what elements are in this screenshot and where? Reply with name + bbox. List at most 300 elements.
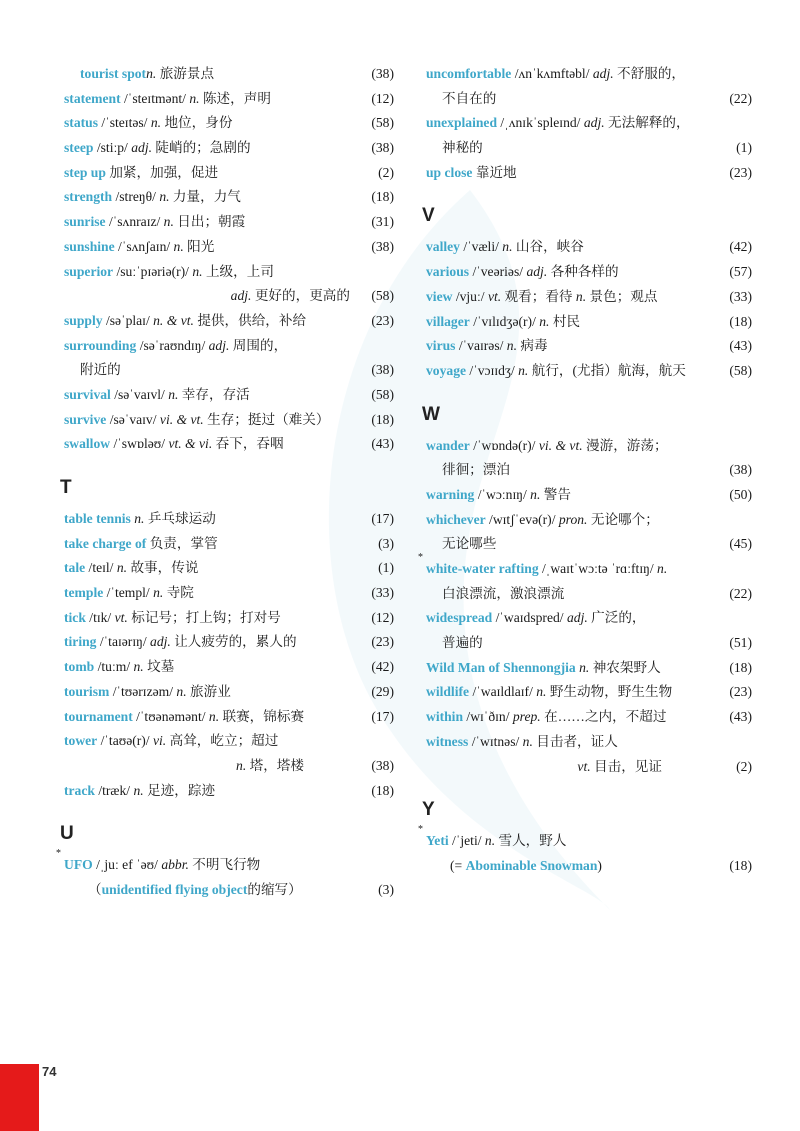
phonetic: /ˈsʌnʃaɪn/ (114, 238, 171, 254)
part-of-speech: n. (130, 782, 144, 798)
part-of-speech: n. & vt. (149, 312, 194, 328)
definition: ) (597, 857, 602, 873)
unit-reference: (33) (371, 585, 394, 601)
entry-line (64, 136, 394, 161)
entry-text (64, 62, 214, 87)
part-of-speech: adj. (563, 610, 588, 626)
headword: voyage (426, 362, 467, 378)
definition: 旅游业 (186, 683, 231, 699)
entry-text (64, 408, 329, 433)
entry-line (426, 557, 752, 582)
unit-reference: (3) (378, 535, 394, 551)
unit-reference: (43) (371, 436, 394, 452)
unit-reference: (2) (378, 164, 394, 180)
definition: 阳光 (183, 238, 215, 254)
entry-line (426, 62, 752, 87)
phonetic: /ˈsteɪtəs/ (98, 115, 148, 131)
entry-line (426, 285, 752, 310)
entry-line (426, 755, 752, 780)
phonetic: /tuːm/ (94, 659, 131, 675)
unit-reference: (18) (729, 313, 752, 329)
headword: UFO (64, 857, 93, 873)
headword: within (426, 709, 464, 725)
unit-reference: (31) (371, 214, 394, 230)
definition: 目击，见证 (590, 758, 662, 774)
definition: 联赛，锦标赛 (219, 708, 305, 724)
unit-reference: (45) (729, 536, 752, 552)
phonetic: /wɪtʃˈevə(r)/ (485, 511, 556, 527)
glossary-entry (426, 656, 752, 681)
headword: temple (64, 585, 104, 601)
unit-reference: (17) (371, 708, 394, 724)
unit-reference: (23) (371, 634, 394, 650)
part-of-speech: n. (113, 560, 128, 576)
right-column (418, 62, 752, 879)
definition: 更好的，更高的 (251, 288, 350, 304)
entry-text (426, 310, 580, 335)
headword: tiring (64, 634, 97, 650)
glossary-entry (56, 848, 394, 902)
entry-line (64, 62, 394, 87)
paren-open: (= (450, 857, 466, 873)
glossary-entry (64, 210, 394, 235)
unit-reference: (58) (729, 362, 752, 378)
definition: 力量，力气 (169, 189, 241, 205)
star-marker: * (418, 824, 423, 836)
definition: 坟墓 (143, 659, 175, 675)
part-of-speech: n. (130, 511, 145, 526)
entry-text (64, 507, 216, 532)
definition: 的缩写） (247, 881, 302, 897)
definition: 生存；挺过（难关） (203, 411, 330, 427)
glossary-entry (426, 680, 752, 705)
entry-text (64, 260, 274, 285)
unit-reference: (29) (371, 683, 394, 699)
unit-reference: (58) (371, 386, 394, 402)
headword: witness (426, 733, 469, 749)
unit-reference: (18) (371, 411, 394, 427)
section-letter: U (60, 823, 74, 845)
phonetic: /səˈvaɪv/ (106, 411, 157, 427)
glossary-entry (64, 680, 394, 705)
entry-text (231, 284, 350, 309)
part-of-speech: n. (653, 561, 668, 576)
unit-reference: (57) (729, 264, 752, 280)
headword: tick (64, 609, 86, 625)
section-letter: V (422, 205, 435, 227)
definition: 故事，传说 (127, 560, 199, 576)
part-of-speech: n. (498, 239, 513, 255)
definition: 无法解释的， (604, 115, 690, 131)
definition: 乒乓球运动 (144, 511, 216, 526)
unit-reference: (42) (729, 239, 752, 255)
unit-reference: (18) (371, 189, 394, 205)
definition: 漫游，游荡； (582, 437, 668, 453)
entry-text (426, 359, 686, 384)
phonetic: /ˈvɔɪɪdʒ/ (466, 362, 515, 378)
unit-reference: (50) (729, 486, 752, 502)
entry-line (64, 87, 394, 112)
glossary-entry (426, 730, 752, 779)
part-of-speech: adj. (589, 66, 614, 81)
unit-reference: (23) (371, 312, 394, 328)
glossary-entry (64, 729, 394, 778)
glossary-entry (426, 705, 752, 730)
definition: 高耸，屹立；超过 (166, 733, 279, 749)
definition: 不舒服的， (613, 66, 686, 81)
definition: 村民 (549, 313, 581, 329)
glossary-entry (64, 334, 394, 383)
phonetic: /ˈtʊənəmənt/ (132, 708, 206, 724)
entry-line (64, 507, 394, 532)
glossary-entry (64, 136, 394, 161)
headword: statement (64, 90, 121, 106)
glossary-entry (64, 87, 394, 112)
entry-line (426, 582, 752, 607)
definition: 寺院 (163, 585, 194, 601)
headword: superior (64, 263, 114, 279)
unit-reference: (38) (371, 66, 394, 81)
phonetic: /ˈtaʊə(r)/ (97, 733, 150, 749)
part-of-speech: n. (535, 313, 550, 329)
glossary-entry (64, 111, 394, 136)
unit-reference: (22) (729, 90, 752, 106)
entry-text (426, 235, 584, 260)
part-of-speech: n. (147, 115, 162, 131)
part-of-speech: n. (130, 659, 144, 675)
entry-text (426, 829, 566, 854)
headword: step up (64, 164, 106, 180)
phonetic: /streŋθ/ (112, 189, 156, 205)
glossary-entry (426, 508, 752, 557)
entry-line (426, 310, 752, 335)
glossary-entry (426, 483, 752, 508)
definition: 地位，身份 (161, 115, 233, 131)
definition: 负责，掌管 (146, 535, 218, 551)
unit-reference: (43) (729, 709, 752, 725)
headword: up close (426, 164, 473, 180)
unit-reference: (38) (371, 140, 394, 156)
entry-line (64, 754, 394, 779)
entry-line (426, 235, 752, 260)
unit-reference: (58) (371, 115, 394, 131)
part-of-speech: vt. (577, 758, 591, 774)
definition: 雪人，野人 (495, 833, 567, 849)
headword: take charge of (64, 535, 147, 551)
headword: supply (64, 312, 103, 328)
definition: 旅游景点 (156, 66, 215, 81)
headword: surrounding (64, 337, 137, 353)
definition: 日出；朝霞 (173, 214, 246, 230)
cross-reference: unidentified flying object (101, 881, 248, 897)
entry-text (64, 235, 214, 260)
entry-line (426, 730, 752, 755)
headword: warning (426, 486, 475, 502)
part-of-speech: n. (188, 263, 203, 279)
definition: 塔，塔楼 (246, 757, 304, 773)
phonetic: /səˈplaɪ/ (102, 312, 150, 328)
headword: valley (426, 239, 460, 255)
definition: 靠近地 (472, 164, 517, 180)
phonetic: /stiːp/ (93, 140, 128, 156)
headword: tale (64, 560, 86, 576)
glossary-entry (426, 62, 752, 111)
entry-text (426, 705, 666, 730)
part-of-speech: n. (503, 338, 517, 354)
part-of-speech: prep. (509, 709, 541, 725)
entry-text (64, 334, 287, 359)
entry-text (426, 136, 483, 161)
definition: 提供，供给，补给 (193, 312, 307, 328)
part-of-speech: n. (149, 585, 164, 601)
unit-reference: (43) (729, 338, 752, 354)
entry-text (64, 111, 232, 136)
entry-line (426, 111, 752, 136)
entry-text (426, 680, 672, 705)
glossary-entry (64, 779, 394, 804)
glossary-entry (64, 581, 394, 606)
glossary-entry (64, 383, 394, 408)
entry-line (64, 630, 394, 655)
part-of-speech: abbr. (157, 857, 189, 873)
phonetic: /ˈsʌnraɪz/ (105, 214, 161, 230)
part-of-speech: vt. (484, 288, 502, 304)
phonetic: /ˌjuː ef ˈəʊ/ (92, 857, 158, 873)
entry-line (426, 458, 752, 483)
unit-reference: (1) (736, 140, 752, 156)
glossary-entry (64, 556, 394, 581)
phonetic: /ʌnˈkʌmftəbl/ (511, 66, 590, 81)
part-of-speech: n. (173, 683, 187, 699)
phonetic: /teɪl/ (85, 560, 114, 576)
entry-line (64, 358, 394, 383)
entry-text (577, 755, 662, 780)
phonetic: /ˌʌnɪkˈspleɪnd/ (497, 115, 581, 131)
entry-text (426, 260, 619, 285)
entry-line (426, 631, 752, 656)
phonetic: /wɪˈðɪn/ (463, 709, 510, 725)
entry-line (64, 729, 394, 754)
entry-text (64, 606, 281, 631)
entry-text (64, 630, 297, 655)
entry-text (426, 631, 483, 656)
entry-text (64, 185, 241, 210)
phonetic: /ˈveəriəs/ (469, 264, 524, 280)
entry-text (426, 62, 685, 87)
glossary-entry (426, 359, 752, 384)
headword: villager (426, 313, 470, 329)
entry-text (64, 432, 284, 457)
definition: 徘徊；漂泊 (442, 462, 510, 478)
headword: tourism (64, 683, 110, 699)
definition: 病毒 (517, 338, 548, 354)
definition: 足迹，踪迹 (143, 782, 216, 798)
entry-text (426, 508, 659, 533)
glossary-entry (64, 655, 394, 680)
definition: 无论哪些 (442, 536, 497, 552)
unit-reference: (12) (371, 90, 394, 106)
phonetic: /træk/ (94, 782, 131, 798)
entry-line (64, 853, 394, 878)
definition: 吞下，吞咽 (212, 436, 284, 452)
part-of-speech: n. (532, 684, 547, 700)
headword: status (64, 115, 98, 131)
entry-line (64, 779, 394, 804)
entry-text (426, 532, 496, 557)
section-letter: T (60, 477, 72, 498)
headword: steep (64, 140, 94, 156)
part-of-speech: pron. (555, 511, 588, 527)
entry-line (426, 705, 752, 730)
headword: uncomfortable (426, 66, 512, 81)
entry-text (64, 161, 218, 186)
entry-text (426, 334, 548, 359)
entry-line (426, 483, 752, 508)
glossary-entry (426, 161, 752, 186)
phonetic: /səˈraʊndɪŋ/ (136, 337, 206, 353)
entry-line (426, 680, 752, 705)
part-of-speech: n. (481, 833, 496, 849)
unit-reference: (18) (729, 857, 752, 873)
glossary-entry (426, 334, 752, 359)
glossary-entry (418, 552, 752, 606)
entry-text (426, 557, 667, 582)
definition: 幸存，存活 (178, 386, 250, 402)
entry-text (64, 556, 198, 581)
entry-line (64, 284, 394, 309)
unit-reference: (38) (371, 238, 394, 254)
entry-text (64, 309, 306, 334)
entry-text (426, 656, 661, 681)
glossary-entry (64, 62, 394, 87)
phonetic: /ˈwaɪldlaɪf/ (469, 684, 533, 700)
entry-line (64, 334, 394, 359)
definition: 附近的 (80, 362, 121, 378)
paren-open: （ (88, 881, 102, 897)
entry-line (64, 556, 394, 581)
definition: 周围的， (229, 337, 288, 353)
unit-reference: (3) (378, 881, 394, 897)
phonetic: /ˈjeti/ (448, 833, 482, 849)
headword: tomb (64, 659, 95, 675)
definition: 陈述，声明 (199, 90, 271, 106)
phonetic: /ˈtempl/ (103, 585, 150, 601)
section-letter: Y (422, 799, 435, 821)
definition: 山谷，峡谷 (512, 239, 584, 255)
entry-text (64, 136, 251, 161)
headword: table tennis (64, 511, 131, 526)
unit-reference: (17) (371, 511, 394, 526)
entry-line (64, 235, 394, 260)
phonetic: /ˈsteɪtmənt/ (120, 90, 186, 106)
entry-text (426, 854, 602, 879)
entry-line (64, 185, 394, 210)
entry-text (64, 705, 304, 730)
entry-text (426, 285, 658, 310)
definition: 各种各样的 (547, 264, 619, 280)
glossary-entry (64, 432, 394, 457)
phonetic: /ˌwaɪtˈwɔːtə ˈrɑːftɪŋ/ (538, 561, 654, 576)
glossary-entry (64, 606, 394, 631)
headword: tower (64, 733, 98, 749)
entry-text (426, 730, 618, 755)
part-of-speech: n. (160, 214, 174, 230)
phonetic: /ˈwɒndə(r)/ (469, 437, 536, 453)
glossary-entry (64, 161, 394, 186)
entry-line (64, 705, 394, 730)
entry-text (64, 210, 245, 235)
entry-line (64, 309, 394, 334)
entry-text (426, 87, 496, 112)
headword: view (426, 288, 453, 304)
entry-line (64, 408, 394, 433)
definition: 目击者，证人 (532, 733, 618, 749)
entry-line (426, 87, 752, 112)
entry-text (426, 161, 517, 186)
phonetic: /ˈvɪlɪdʒə(r)/ (469, 313, 536, 329)
phonetic: /ˈvaɪrəs/ (455, 338, 504, 354)
definition: 加紧，加强，促进 (105, 164, 219, 180)
entry-line (426, 829, 752, 854)
phonetic: /ˈvæli/ (459, 239, 499, 255)
unit-reference: (58) (371, 288, 394, 304)
unit-reference: (12) (371, 609, 394, 625)
unit-reference: (18) (729, 659, 752, 675)
entry-text (426, 111, 690, 136)
glossary-entry (64, 507, 394, 532)
glossary-entry (64, 309, 394, 334)
part-of-speech: n. (519, 733, 533, 749)
definition: 航行，(尤指）航海，航天 (528, 362, 686, 378)
entry-line (426, 532, 752, 557)
part-of-speech: adj. (523, 264, 548, 280)
definition: 不自在的 (442, 90, 497, 106)
entry-line (64, 111, 394, 136)
headword: sunshine (64, 238, 115, 254)
part-of-speech: n. (572, 288, 587, 304)
entry-text (426, 458, 510, 483)
definition: 神秘的 (442, 140, 483, 156)
entry-line (426, 334, 752, 359)
star-marker: * (418, 552, 423, 563)
definition: 普遍的 (442, 635, 483, 651)
definition: 在……之内，不超过 (540, 709, 667, 725)
glossary-entry (64, 260, 394, 309)
headword: Yeti (426, 833, 449, 849)
entry-text (426, 582, 564, 607)
entry-line (64, 532, 394, 557)
entry-line (64, 655, 394, 680)
definition: 景色；观点 (586, 288, 658, 304)
glossary-entry (426, 285, 752, 310)
section-letter: W (422, 403, 440, 425)
entry-text (64, 358, 121, 383)
part-of-speech: n. (575, 659, 590, 675)
entry-text (64, 878, 302, 903)
entry-line (64, 878, 394, 903)
part-of-speech: vi. & vt. (535, 437, 583, 453)
left-column (56, 62, 394, 903)
definition: 广泛的， (587, 610, 646, 626)
glossary-entry (426, 260, 752, 285)
unit-reference: (2) (736, 758, 752, 774)
headword: survive (64, 411, 107, 427)
definition: 上级，上司 (202, 263, 274, 279)
phonetic: /tɪk/ (85, 609, 112, 625)
headword: whichever (426, 511, 486, 527)
entry-text (64, 532, 218, 557)
phonetic: /ˈtʊərɪzəm/ (109, 683, 174, 699)
